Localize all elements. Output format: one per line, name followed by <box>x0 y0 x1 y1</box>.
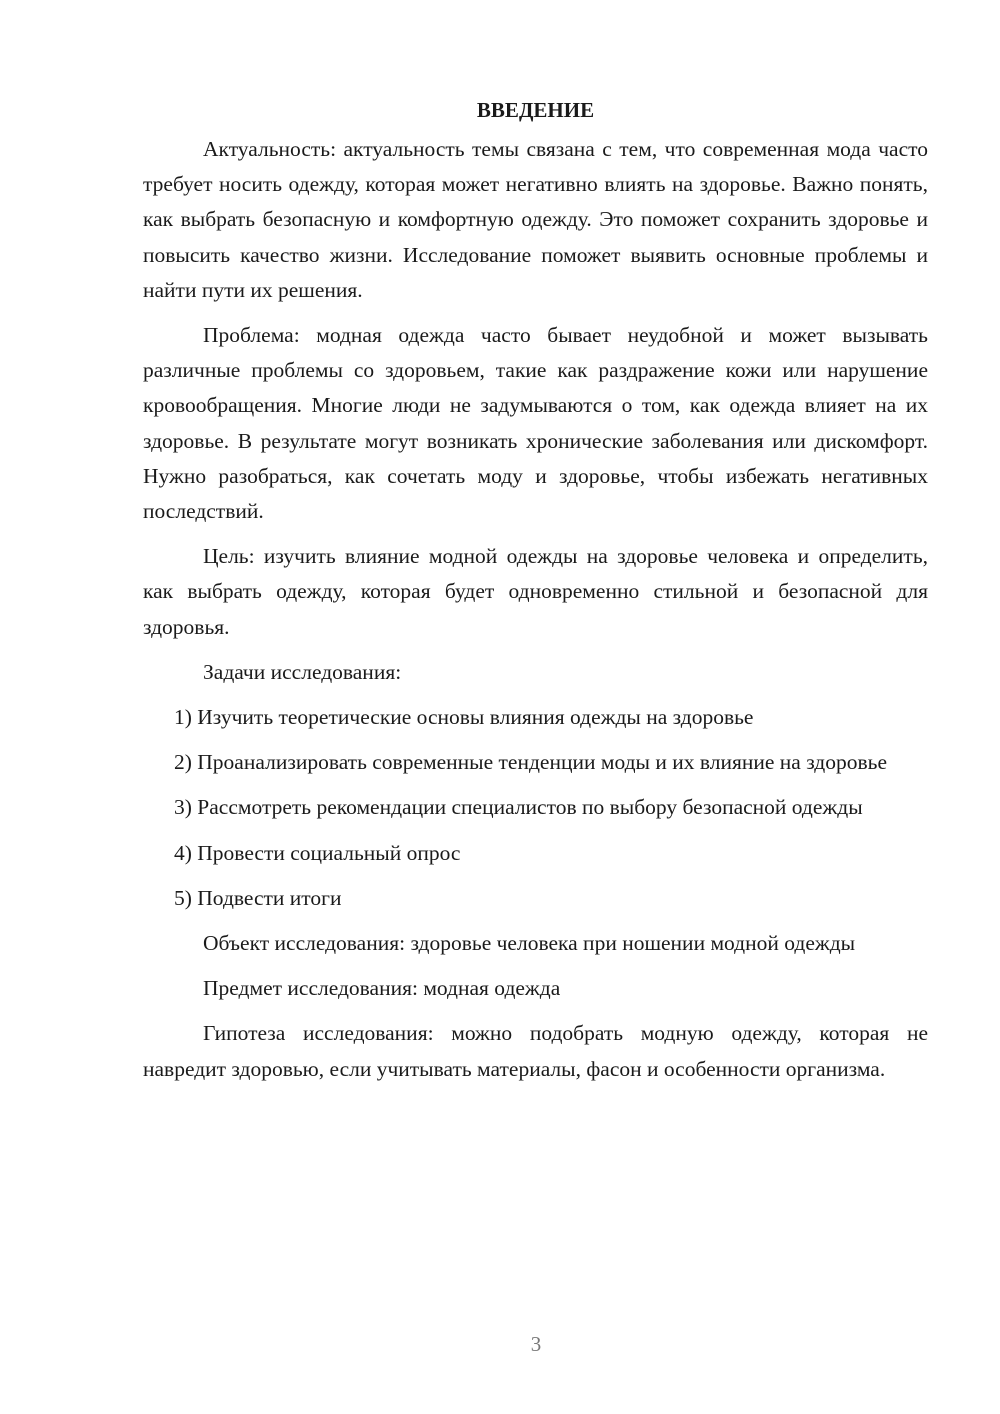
task-item-1: 1) Изучить теоретические основы влияния одежды на здоровье <box>174 705 754 730</box>
section-heading: ВВЕДЕНИЕ <box>476 98 595 122</box>
task-item-4: 4) Провести социальный опрос <box>174 840 461 865</box>
task-item-3: 3) Рассмотреть рекомендации специалистов по выбору безопасной одежды <box>174 795 863 820</box>
hypothesis-paragraph: Гипотеза исследования: можно подобрать модную одежду, которая не навредит здоровью, если учитывать материалы, фасон и особенности организма. <box>143 1021 928 1081</box>
task-item-5: 5) Подвести итоги <box>174 885 342 910</box>
object-paragraph: Объект исследования: здоровье человека при ношении модной одежды <box>203 931 856 956</box>
goal-paragraph: Цель: изучить влияние модной одежды на здоровье человека и определить, как выбрать одежду, которая будет одновременно стильной и безопасной для здоровья. <box>143 544 928 639</box>
subject-paragraph: Предмет исследования: модная одежда <box>203 976 561 1001</box>
relevance-paragraph: Актуальность: актуальность темы связана с тем, что современная мода часто требует носить одежду, которая может негативно влиять на здоровье. Важно понять, как выбрать безопасную и комфортную одежду. Это поможет сохранить здоровье и повысить качество жизни. Исследование поможет выявить основные проблемы и найти пути их решения. <box>143 137 928 302</box>
tasks-title: Задачи исследования: <box>203 659 402 684</box>
page-number: 3 <box>530 1332 542 1356</box>
task-item-2: 2) Проанализировать современные тенденции моды и их влияние на здоровье <box>174 750 887 775</box>
document-page <box>143 92 928 1087</box>
problem-paragraph: Проблема: модная одежда часто бывает неудобной и может вызывать различные проблемы со здоровьем, такие как раздражение кожи или нарушение кровообращения. Многие люди не задумываются о том, как одежда влияет на их здоровье. В результате могут возникать хронические заболевания или дискомфорт. Нужно разобраться, как сочетать моду и здоровье, чтобы избежать негативных последствий. <box>143 323 928 524</box>
